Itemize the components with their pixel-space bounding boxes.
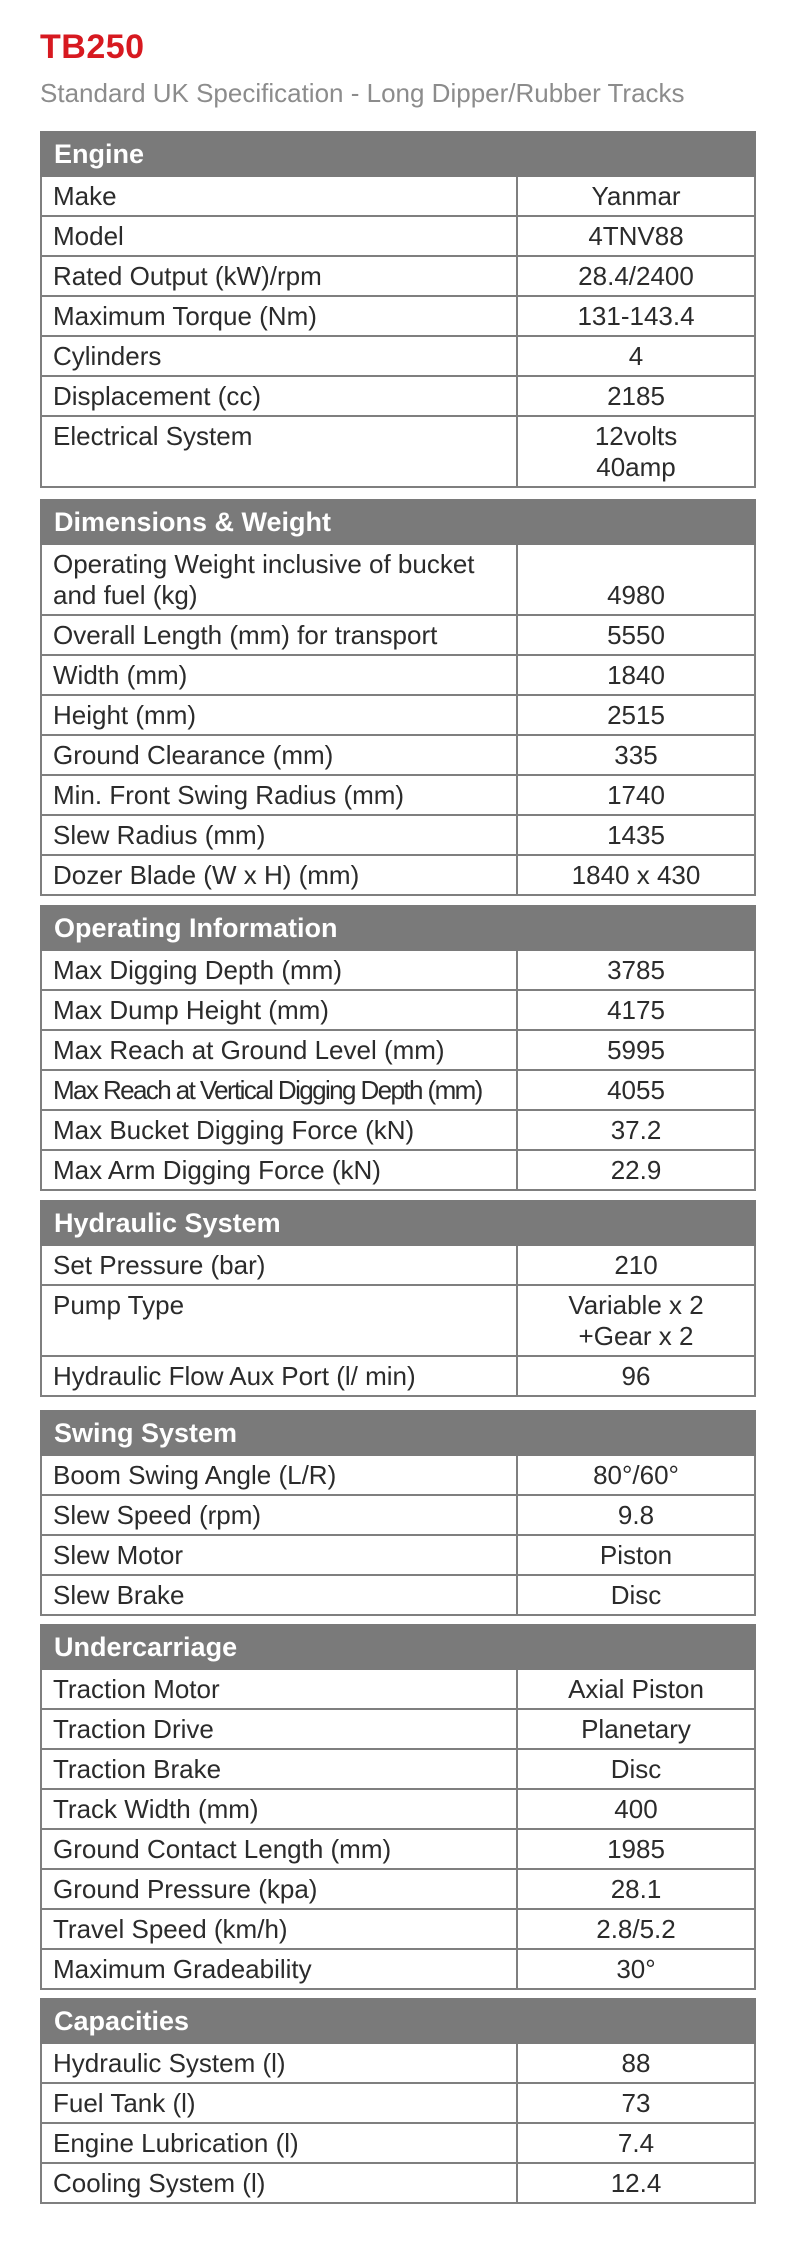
- spec-row: [41, 176, 755, 216]
- spec-value: 2515: [517, 695, 755, 735]
- spec-value: 80°/60°: [517, 1455, 755, 1495]
- spec-value: 12.4: [517, 2163, 755, 2203]
- spec-row: [41, 1495, 755, 1535]
- spec-label: Max Reach at Vertical Digging Depth (mm): [41, 1070, 517, 1110]
- spec-label: Slew Speed (rpm): [41, 1495, 517, 1535]
- spec-label: Travel Speed (km/h): [41, 1909, 517, 1949]
- spec-row: [41, 1749, 755, 1789]
- spec-value: 4TNV88: [517, 216, 755, 256]
- page-subtitle: Standard UK Specification - Long Dipper/Rubber Tracks: [40, 78, 685, 108]
- spec-label: Overall Length (mm) for transport: [41, 615, 517, 655]
- spec-value: 4055: [517, 1070, 755, 1110]
- spec-label: Rated Output (kW)/rpm: [41, 256, 517, 296]
- spec-label: Traction Brake: [41, 1749, 517, 1789]
- spec-value: Axial Piston: [517, 1669, 755, 1709]
- section-header: [41, 1625, 755, 1669]
- spec-value: 9.8: [517, 1495, 755, 1535]
- spec-value: 37.2: [517, 1110, 755, 1150]
- spec-row: [41, 2083, 755, 2123]
- spec-label: Slew Brake: [41, 1575, 517, 1615]
- section-header: [41, 1201, 755, 1245]
- section-header: [41, 1999, 755, 2043]
- spec-row: [41, 815, 755, 855]
- spec-label: Max Dump Height (mm): [41, 990, 517, 1030]
- spec-value: 73: [517, 2083, 755, 2123]
- spec-label: Max Digging Depth (mm): [41, 950, 517, 990]
- spec-label: Hydraulic Flow Aux Port (l/ min): [41, 1356, 517, 1396]
- section-header: [41, 906, 755, 950]
- spec-value: 1435: [517, 815, 755, 855]
- spec-row: [41, 376, 755, 416]
- spec-row: [41, 990, 755, 1030]
- spec-row: [41, 775, 755, 815]
- spec-row: [41, 1949, 755, 1989]
- spec-row: [41, 1030, 755, 1070]
- spec-row: [41, 2163, 755, 2203]
- spec-value: 88: [517, 2043, 755, 2083]
- spec-label: Pump Type: [41, 1285, 517, 1356]
- spec-value: 4175: [517, 990, 755, 1030]
- spec-value: 5550: [517, 615, 755, 655]
- spec-row: [41, 1070, 755, 1110]
- spec-row: [41, 615, 755, 655]
- spec-value: Disc: [517, 1575, 755, 1615]
- spec-label: Max Arm Digging Force (kN): [41, 1150, 517, 1190]
- spec-value: 2.8/5.2: [517, 1909, 755, 1949]
- spec-label: Width (mm): [41, 655, 517, 695]
- spec-value: 30°: [517, 1949, 755, 1989]
- spec-row: [41, 1285, 755, 1356]
- spec-row: [41, 216, 755, 256]
- spec-row: [41, 1575, 755, 1615]
- spec-row: [41, 256, 755, 296]
- spec-row: [41, 1789, 755, 1829]
- spec-label: Make: [41, 176, 517, 216]
- spec-label: Ground Contact Length (mm): [41, 1829, 517, 1869]
- spec-value: 131-143.4: [517, 296, 755, 336]
- spec-label: Electrical System: [41, 416, 517, 487]
- spec-value: 28.1: [517, 1869, 755, 1909]
- spec-row: [41, 735, 755, 775]
- spec-row: [41, 416, 755, 487]
- section-title: Undercarriage: [41, 1625, 755, 1669]
- spec-label: Track Width (mm): [41, 1789, 517, 1829]
- spec-label: Hydraulic System (l): [41, 2043, 517, 2083]
- spec-row: [41, 1535, 755, 1575]
- spec-value: 400: [517, 1789, 755, 1829]
- spec-row: [41, 1356, 755, 1396]
- spec-value: 96: [517, 1356, 755, 1396]
- spec-row: [41, 1709, 755, 1749]
- spec-value: Planetary: [517, 1709, 755, 1749]
- spec-row: [41, 1245, 755, 1285]
- spec-row: [41, 544, 755, 615]
- spec-table-swing: [40, 1410, 756, 1616]
- spec-value: Yanmar: [517, 176, 755, 216]
- spec-value: 335: [517, 735, 755, 775]
- page-title: TB250: [40, 28, 145, 66]
- spec-row: [41, 695, 755, 735]
- spec-row: [41, 1869, 755, 1909]
- spec-value: 1840: [517, 655, 755, 695]
- section-header: [41, 132, 755, 176]
- spec-table-engine: [40, 131, 756, 488]
- spec-value: 28.4/2400: [517, 256, 755, 296]
- spec-label: Cylinders: [41, 336, 517, 376]
- spec-value: Disc: [517, 1749, 755, 1789]
- spec-label: Traction Drive: [41, 1709, 517, 1749]
- spec-value: Variable x 2 +Gear x 2: [517, 1285, 755, 1356]
- spec-label: Model: [41, 216, 517, 256]
- spec-row: [41, 1909, 755, 1949]
- spec-value: 5995: [517, 1030, 755, 1070]
- spec-row: [41, 950, 755, 990]
- spec-row: [41, 1669, 755, 1709]
- section-title: Dimensions & Weight: [41, 500, 755, 544]
- spec-label: Max Reach at Ground Level (mm): [41, 1030, 517, 1070]
- spec-label: Slew Motor: [41, 1535, 517, 1575]
- spec-value: Piston: [517, 1535, 755, 1575]
- spec-value: 1740: [517, 775, 755, 815]
- spec-label: Displacement (cc): [41, 376, 517, 416]
- spec-value: 2185: [517, 376, 755, 416]
- spec-label: Height (mm): [41, 695, 517, 735]
- section-header: [41, 500, 755, 544]
- spec-value: 1840 x 430: [517, 855, 755, 895]
- spec-table-dimensions: [40, 499, 756, 896]
- spec-value: 3785: [517, 950, 755, 990]
- spec-value: 22.9: [517, 1150, 755, 1190]
- spec-label: Cooling System (l): [41, 2163, 517, 2203]
- spec-label: Maximum Torque (Nm): [41, 296, 517, 336]
- spec-row: [41, 296, 755, 336]
- spec-value: 210: [517, 1245, 755, 1285]
- spec-table-undercarriage: [40, 1624, 756, 1990]
- spec-label: Slew Radius (mm): [41, 815, 517, 855]
- spec-label: Ground Pressure (kpa): [41, 1869, 517, 1909]
- spec-label: Ground Clearance (mm): [41, 735, 517, 775]
- spec-value: 4980: [517, 544, 755, 615]
- spec-row: [41, 2123, 755, 2163]
- spec-row: [41, 1110, 755, 1150]
- spec-value: 1985: [517, 1829, 755, 1869]
- spec-label: Traction Motor: [41, 1669, 517, 1709]
- spec-label: Operating Weight inclusive of bucket and fuel (kg): [41, 544, 517, 615]
- section-title: Capacities: [41, 1999, 755, 2043]
- spec-row: [41, 1150, 755, 1190]
- spec-label: Boom Swing Angle (L/R): [41, 1455, 517, 1495]
- spec-value: 12volts 40amp: [517, 416, 755, 487]
- spec-table-operating: [40, 905, 756, 1191]
- section-title: Operating Information: [41, 906, 755, 950]
- section-title: Engine: [41, 132, 755, 176]
- spec-value: 7.4: [517, 2123, 755, 2163]
- spec-label: Engine Lubrication (l): [41, 2123, 517, 2163]
- spec-label: Min. Front Swing Radius (mm): [41, 775, 517, 815]
- spec-row: [41, 336, 755, 376]
- spec-label: Set Pressure (bar): [41, 1245, 517, 1285]
- spec-row: [41, 1829, 755, 1869]
- spec-label: Maximum Gradeability: [41, 1949, 517, 1989]
- section-header: [41, 1411, 755, 1455]
- spec-table-capacities: [40, 1998, 756, 2204]
- spec-row: [41, 2043, 755, 2083]
- spec-row: [41, 855, 755, 895]
- section-title: Swing System: [41, 1411, 755, 1455]
- spec-label: Dozer Blade (W x H) (mm): [41, 855, 517, 895]
- spec-table-hydraulic: [40, 1200, 756, 1397]
- spec-row: [41, 1455, 755, 1495]
- spec-value: 4: [517, 336, 755, 376]
- spec-label: Max Bucket Digging Force (kN): [41, 1110, 517, 1150]
- section-title: Hydraulic System: [41, 1201, 755, 1245]
- spec-label: Fuel Tank (l): [41, 2083, 517, 2123]
- spec-row: [41, 655, 755, 695]
